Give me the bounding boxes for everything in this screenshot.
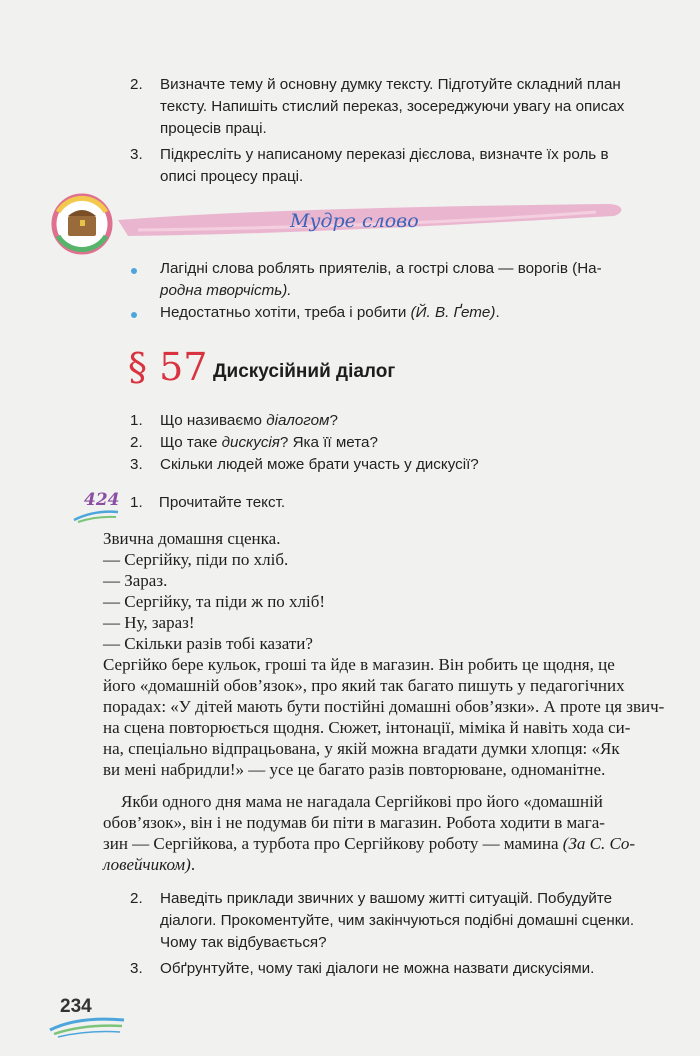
quote-author: (Й. В. Ґете)	[410, 304, 496, 321]
question-2	[130, 432, 630, 454]
exercise-swoosh-icon	[72, 508, 122, 524]
dialog-line: — Сергійку, та піди ж по хліб!	[103, 592, 326, 611]
question-text: Що таке	[160, 434, 222, 451]
task-line: діалоги. Прокоментуйте, чим закінчуються подібні домашні сценки.	[160, 912, 635, 929]
paragraph-line: ви мені набридли!» — усе це багато разів повторюване, одноманітне.	[103, 760, 606, 779]
exercise-task-1	[130, 492, 285, 514]
bullet-icon	[131, 312, 137, 318]
exercise-number: 424	[84, 490, 120, 510]
quote-line: Лагідні слова роблять приятелів, а гострі слова — ворогів (На-	[160, 260, 602, 277]
question-text: ?	[329, 412, 338, 429]
task-line: процесів праці.	[160, 120, 267, 137]
quote-text: Недостатньо хотіти, треба і робити	[160, 304, 407, 321]
task-text: Прочитайте текст.	[158, 494, 286, 511]
question-3	[130, 454, 630, 476]
quote-1	[160, 258, 602, 302]
dialog-line: — Скільки разів тобі казати?	[103, 634, 313, 653]
source-citation: ловейчиком)	[103, 855, 191, 874]
paragraph-line: обов’язок», він і не подумав би піти в магазин. Робота ходити в мага-	[103, 813, 605, 832]
question-text: ? Яка її мета?	[279, 434, 378, 451]
task-line: Визначте тему й основну думку тексту. Підготуйте складний план	[160, 76, 621, 93]
question-text: Скільки людей може брати участь у дискусії?	[160, 456, 479, 473]
section-symbol: § 57	[128, 345, 208, 389]
paragraph-line: Сергійко бере кульок, гроші та йде в магазин. Він робить це щодня, це	[103, 655, 615, 674]
task-line: Чому так відбувається?	[160, 934, 327, 951]
dialog-block	[103, 528, 683, 654]
quote-end: .	[495, 304, 500, 321]
paragraph-line: порадах: «У дітей мають бути постійні домашні обов’язки». А проте ця звич-	[103, 697, 665, 716]
task-number: 2.	[130, 890, 143, 907]
task-number: 3.	[130, 960, 143, 977]
task-2-top	[130, 74, 690, 140]
paragraph-line: на, спеціально відпрацьована, у якій можна вгадати думки хлопця: «Як	[103, 739, 620, 758]
quote-line: родна творчість).	[160, 282, 292, 299]
question-term: дискусія	[221, 434, 280, 451]
dialog-line: Звична домашня сценка.	[103, 529, 281, 548]
paragraph-line: його «домашній обов’язок», про який так багато пишуть у педагогічних	[103, 676, 625, 695]
dialog-line: — Зараз.	[103, 571, 168, 590]
dialog-line: — Сергійку, піди по хліб.	[103, 550, 289, 569]
paragraph-line	[103, 833, 683, 854]
task-line: тексту. Напишіть стислий переказ, зосереджуючи увагу на описах	[160, 98, 625, 115]
task-number: 1.	[130, 494, 143, 511]
quote-2	[160, 302, 500, 324]
question-number: 3.	[130, 456, 143, 473]
task-3-top	[130, 144, 690, 188]
question-term: діалогом	[266, 412, 330, 429]
section-questions	[130, 410, 630, 476]
exercise-task-3	[130, 958, 690, 980]
dialog-line: — Ну, зараз!	[103, 613, 195, 632]
task-line: Обґрунтуйте, чому такі діалоги не можна назвати дискусіями.	[160, 960, 595, 977]
treasure-chest-icon	[54, 196, 110, 252]
task-number: 2.	[130, 76, 143, 93]
paragraph-text: зин — Сергійкова, а турбота про Сергійкову роботу — мамина	[103, 834, 559, 853]
section-title: Дискусійний діалог	[213, 361, 396, 382]
paragraph-text: .	[190, 855, 196, 874]
paragraph-line	[103, 854, 683, 875]
paragraph-line: Якби одного дня мама не нагадала Сергійкові про його «домашній	[121, 792, 603, 811]
page-swoosh-icon	[48, 1014, 128, 1038]
wise-word-heading: Мудре слово	[290, 210, 419, 232]
page-number: 234	[60, 996, 92, 1017]
task-line: Наведіть приклади звичних у вашому житті ситуацій. Побудуйте	[160, 890, 613, 907]
task-line: описі процесу праці.	[160, 168, 304, 185]
question-text: Що називаємо	[160, 412, 267, 429]
bullet-icon	[131, 268, 137, 274]
paragraph-1	[103, 654, 683, 780]
question-number: 2.	[130, 434, 143, 451]
paragraph-line: на сцена повторюється щодня. Сюжет, інтонації, міміка й навіть хода си-	[103, 718, 631, 737]
task-number: 3.	[130, 146, 143, 163]
source-citation: (За С. Со-	[562, 834, 636, 853]
question-1	[130, 410, 630, 432]
paragraph-2	[103, 791, 683, 875]
exercise-task-2	[130, 888, 690, 954]
task-line: Підкресліть у написаному переказі дієслова, визначте їх роль в	[160, 146, 609, 163]
question-number: 1.	[130, 412, 143, 429]
